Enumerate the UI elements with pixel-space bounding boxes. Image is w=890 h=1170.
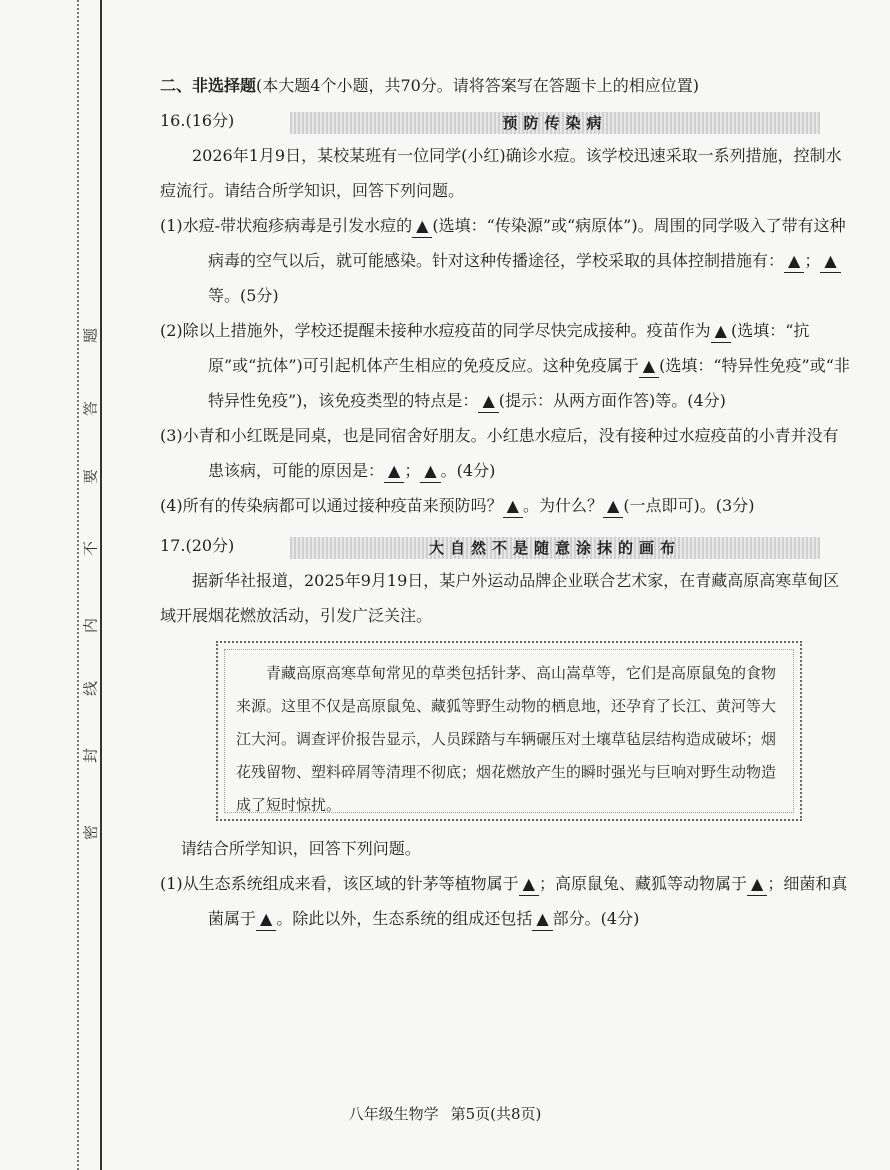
text: 。除此以外，生态系统的组成还包括 — [276, 909, 533, 928]
question-17-header — [160, 527, 850, 563]
binding-char: 要 — [81, 469, 100, 485]
binding-char: 不 — [81, 541, 100, 557]
text: (1)从生态系统组成来看，该区域的针茅等植物属于 — [160, 874, 519, 893]
question-16-title: 预防传染病 — [290, 112, 820, 134]
footer-page-number: 第5页(共8页) — [450, 1105, 542, 1123]
text: (4)所有的传染病都可以通过接种疫苗来预防吗？ — [160, 496, 503, 515]
answer-blank[interactable]: ▲ — [711, 320, 731, 343]
question-16-part-1 — [160, 208, 850, 313]
text: 。为什么？ — [522, 496, 603, 515]
footer-subject: 八年级生物学 — [348, 1105, 439, 1123]
answer-blank[interactable]: ▲ — [503, 495, 523, 518]
question-16-part-4 — [160, 488, 850, 523]
question-17-title: 大自然不是随意涂抹的画布 — [290, 537, 820, 559]
reading-material-text: 青藏高原高寒草甸常见的草类包括针茅、高山嵩草等，它们是高原鼠兔的食物来源。这里不仅是高原鼠兔、藏狐等野生动物的栖息地，还孕育了长江、黄河等大江大河。调查评价报告显示，人员踩踏与车辆碾压对土壤草毡层结构造成破坏；烟花残留物、塑料碎屑等清理不彻底；烟花燃放产生的瞬时强光与巨响对野生动物造成了短时惊扰。 — [236, 664, 777, 814]
answer-blank[interactable]: ▲ — [420, 460, 440, 483]
answer-blank[interactable]: ▲ — [519, 873, 539, 896]
binding-char: 答 — [81, 401, 100, 417]
binding-dotted-line — [77, 0, 79, 1170]
exam-content — [160, 70, 850, 936]
text: (1)水痘-带状疱疹病毒是引发水痘的 — [160, 216, 413, 235]
answer-blank[interactable]: ▲ — [478, 390, 498, 413]
question-16-number: 16.(16分) — [160, 111, 235, 130]
question-17-intro: 据新华社报道，2025年9月19日，某户外运动品牌企业联合艺术家，在青藏高原高寒草甸区域开展烟花燃放活动，引发广泛关注。 — [160, 571, 840, 625]
answer-blank[interactable]: ▲ — [820, 250, 840, 273]
text: 等。(5分) — [208, 286, 279, 305]
text: ； — [804, 251, 821, 270]
section-title: 二、非选择题 — [160, 76, 257, 95]
section-heading — [160, 70, 850, 102]
binding-char: 题 — [81, 328, 100, 344]
answer-blank[interactable]: ▲ — [256, 908, 276, 931]
text: ； — [404, 461, 421, 480]
question-16-header — [160, 102, 850, 138]
answer-blank[interactable]: ▲ — [639, 355, 659, 378]
question-16-part-3 — [160, 418, 850, 488]
text: (3)小青和小红既是同桌，也是同宿舍好朋友。小红患水痘后，没有接种过水痘疫苗的小青并没有患该病，可能的原因是： — [160, 426, 839, 480]
answer-blank[interactable]: ▲ — [412, 215, 432, 238]
answer-blank[interactable]: ▲ — [532, 908, 552, 931]
binding-char: 内 — [81, 618, 100, 634]
text: ；高原鼠兔、藏狐等动物属于 — [538, 874, 747, 893]
reading-material-box — [216, 641, 802, 821]
answer-blank[interactable]: ▲ — [784, 250, 804, 273]
text: (提示：从两方面作答)等。(4分) — [498, 391, 726, 410]
section-note: (本大题4个小题，共70分。请将答案写在答题卡上的相应位置) — [256, 76, 700, 95]
answer-blank[interactable]: ▲ — [384, 460, 404, 483]
binding-solid-line — [100, 0, 102, 1170]
text: 。(4分) — [440, 461, 496, 480]
question-16-part-2 — [160, 313, 850, 418]
text: (一点即可)。(3分) — [623, 496, 755, 515]
text: (2)除以上措施外，学校还提醒未接种水痘疫苗的同学尽快完成接种。疫苗作为 — [160, 321, 711, 340]
binding-char: 线 — [81, 681, 100, 697]
text: (选填：“传染源”或“病原体”)。周围的同学吸入了带有这种病毒的空气以后，就可能感染。针对这种传播途径，学校采取的具体控制措施有： — [208, 216, 846, 270]
question-16-intro: 2026年1月9日，某校某班有一位同学(小红)确诊水痘。该学校迅速采取一系列措施，控制水痘流行。请结合所学知识，回答下列问题。 — [160, 146, 842, 200]
answer-blank[interactable]: ▲ — [747, 873, 767, 896]
answer-blank[interactable]: ▲ — [603, 495, 623, 518]
binding-char: 密 — [81, 825, 100, 841]
page-footer — [0, 1103, 890, 1124]
binding-char: 封 — [81, 748, 100, 764]
text: 部分。(4分) — [552, 909, 640, 928]
question-17-prompt: 请结合所学知识，回答下列问题。 — [180, 839, 421, 858]
question-17-number: 17.(20分) — [160, 536, 235, 555]
text: ；细菌和真菌属于 — [208, 874, 848, 928]
text: (选填：“特异性免疫”或“非特异性免疫”)，该免疫类型的特点是： — [208, 356, 850, 410]
text: (选填：“抗原”或“抗体”)可引起机体产生相应的免疫反应。这种免疫属于 — [208, 321, 810, 375]
question-17-part-1 — [160, 866, 850, 936]
